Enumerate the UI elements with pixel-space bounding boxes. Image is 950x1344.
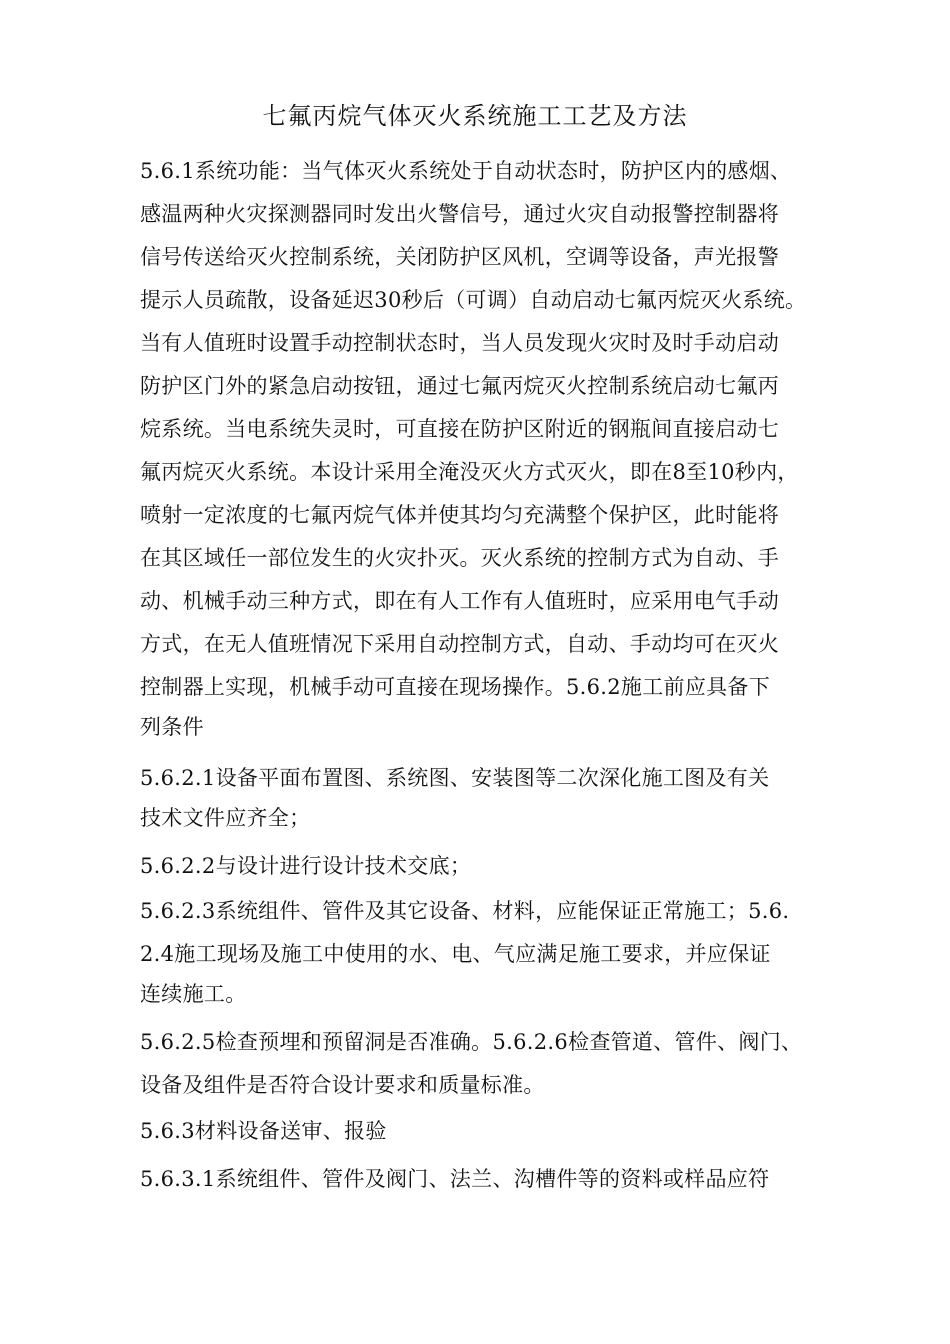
paragraph-line: 5.6.3.1系统组件、管件及阀门、法兰、沟槽件等的资料或样品应符 xyxy=(140,1167,770,1191)
paragraph-line: 感温两种火灾探测器同时发出火警信号，通过火灾自动报警控制器将 xyxy=(140,202,779,226)
paragraph-line: 控制器上实现，机械手动可直接在现场操作。5.6.2施工前应具备下 xyxy=(140,675,771,699)
paragraph-line: 5.6.1系统功能：当气体灭火系统处于自动状态时，防护区内的感烟、 xyxy=(140,159,792,183)
paragraph-line: 2.4施工现场及施工中使用的水、电、气应满足施工要求，并应保证 xyxy=(140,942,771,966)
paragraph-line: 方式，在无人值班情况下采用自动控制方式，自动、手动均可在灭火 xyxy=(140,632,779,656)
paragraph-line: 信号传送给灭火控制系统，关闭防护区风机，空调等设备，声光报警 xyxy=(140,245,779,269)
paragraph-line: 5.6.2.1设备平面布置图、系统图、安装图等二次深化施工图及有关 xyxy=(140,766,770,790)
paragraph-line: 提示人员疏散，设备延迟30秒后（可调）自动启动七氟丙烷灭火系统。 xyxy=(140,288,807,312)
paragraph-line: 动、机械手动三种方式，即在有人工作有人值班时，应采用电气手动 xyxy=(140,589,779,613)
paragraph-line: 当有人值班时设置手动控制状态时，当人员发现火灾时及时手动启动 xyxy=(140,331,779,355)
paragraph-line: 5.6.2.3系统组件、管件及其它设备、材料，应能保证正常施工；5.6. xyxy=(140,899,790,923)
paragraph-line: 技术文件应齐全； xyxy=(140,806,311,830)
paragraph-line: 5.6.3材料设备送审、报验 xyxy=(140,1119,387,1143)
paragraph-line: 喷射一定浓度的七氟丙烷气体并使其均匀充满整个保护区，此时能将 xyxy=(140,503,779,527)
paragraph-line: 设备及组件是否符合设计要求和质量标准。 xyxy=(140,1073,545,1097)
paragraph-line: 连续施工。 xyxy=(140,982,247,1006)
paragraph-line: 防护区门外的紧急启动按钮，通过七氟丙烷灭火控制系统启动七氟丙 xyxy=(140,374,779,398)
paragraph-line: 列条件 xyxy=(140,715,204,739)
paragraph-line: 氟丙烷灭火系统。本设计采用全淹没灭火方式灭火，即在8至10秒内， xyxy=(140,460,799,484)
paragraph-line: 5.6.2.2与设计进行设计技术交底； xyxy=(140,854,472,878)
paragraph-line: 在其区域任一部位发生的火灾扑灭。灭火系统的控制方式为自动、手 xyxy=(140,546,779,570)
document-title: 七氟丙烷气体灭火系统施工工艺及方法 xyxy=(262,102,688,130)
paragraph-line: 烷系统。当电系统失灵时，可直接在防护区附近的钢瓶间直接启动七 xyxy=(140,417,779,441)
paragraph-line: 5.6.2.5检查预埋和预留洞是否准确。5.6.2.6检查管道、管件、阀门、 xyxy=(140,1030,803,1054)
